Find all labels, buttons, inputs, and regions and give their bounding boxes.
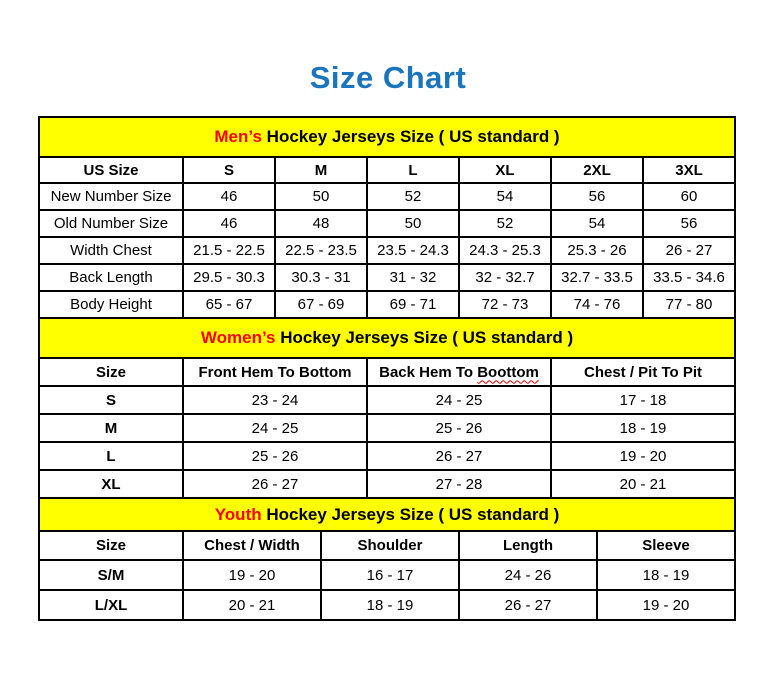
womens-banner xyxy=(39,318,735,358)
size-value: 72 - 73 xyxy=(459,291,551,318)
size-value: 30.3 - 31 xyxy=(275,264,367,291)
row-label: M xyxy=(39,414,183,442)
table-row xyxy=(39,590,735,620)
size-value: 48 xyxy=(275,210,367,237)
size-value: 17 - 18 xyxy=(551,386,735,414)
column-header: 3XL xyxy=(643,157,735,183)
womens-banner-text: Hockey Jerseys Size ( US standard ) xyxy=(280,328,574,347)
size-value: 19 - 20 xyxy=(551,442,735,470)
size-value: 24 - 25 xyxy=(367,386,551,414)
row-label: Width Chest xyxy=(39,237,183,264)
column-header: M xyxy=(275,157,367,183)
table-row xyxy=(39,470,735,498)
row-label: S/M xyxy=(39,560,183,590)
youth-banner-text: Hockey Jerseys Size ( US standard ) xyxy=(266,504,560,524)
size-value: 32 - 32.7 xyxy=(459,264,551,291)
table-row xyxy=(39,560,735,590)
size-value: 16 - 17 xyxy=(321,560,459,590)
column-header: 2XL xyxy=(551,157,643,183)
womens-banner-row xyxy=(39,318,735,358)
size-value: 26 - 27 xyxy=(643,237,735,264)
row-label: Back Length xyxy=(39,264,183,291)
womens-header-row xyxy=(39,358,735,386)
size-value: 18 - 19 xyxy=(597,560,735,590)
size-value: 25.3 - 26 xyxy=(551,237,643,264)
column-header: Sleeve xyxy=(597,531,735,560)
column-header: XL xyxy=(459,157,551,183)
size-value: 67 - 69 xyxy=(275,291,367,318)
size-value: 54 xyxy=(459,183,551,210)
row-label: Body Height xyxy=(39,291,183,318)
row-label: XL xyxy=(39,470,183,498)
size-value: 24.3 - 25.3 xyxy=(459,237,551,264)
row-label: New Number Size xyxy=(39,183,183,210)
size-value: 19 - 20 xyxy=(597,590,735,620)
youth-header-row xyxy=(39,531,735,560)
size-value: 27 - 28 xyxy=(367,470,551,498)
spellcheck-squiggle-word: Boottom xyxy=(477,363,539,381)
table-row xyxy=(39,291,735,318)
womens-size-table xyxy=(38,317,736,499)
page-title: Size Chart xyxy=(309,60,467,95)
size-value: 56 xyxy=(643,210,735,237)
size-value: 22.5 - 23.5 xyxy=(275,237,367,264)
column-header: Size xyxy=(39,358,183,386)
size-value: 74 - 76 xyxy=(551,291,643,318)
table-row xyxy=(39,414,735,442)
row-label: Old Number Size xyxy=(39,210,183,237)
mens-header-row xyxy=(39,157,735,183)
size-value: 18 - 19 xyxy=(551,414,735,442)
size-value: 60 xyxy=(643,183,735,210)
column-header: L xyxy=(367,157,459,183)
table-row xyxy=(39,264,735,291)
size-value: 77 - 80 xyxy=(643,291,735,318)
table-row xyxy=(39,386,735,414)
youth-banner xyxy=(39,498,735,531)
column-header-misspelled xyxy=(367,358,551,386)
youth-banner-highlight: Youth xyxy=(214,504,262,524)
size-value: 29.5 - 30.3 xyxy=(183,264,275,291)
table-row xyxy=(39,442,735,470)
size-value: 26 - 27 xyxy=(459,590,597,620)
size-value: 32.7 - 33.5 xyxy=(551,264,643,291)
row-label: L/XL xyxy=(39,590,183,620)
size-value: 24 - 25 xyxy=(183,414,367,442)
table-row xyxy=(39,237,735,264)
column-header: Shoulder xyxy=(321,531,459,560)
size-value: 25 - 26 xyxy=(183,442,367,470)
size-value: 52 xyxy=(459,210,551,237)
size-value: 54 xyxy=(551,210,643,237)
mens-banner xyxy=(39,117,735,157)
column-header: Chest / Pit To Pit xyxy=(551,358,735,386)
size-value: 23.5 - 24.3 xyxy=(367,237,459,264)
column-header: Front Hem To Bottom xyxy=(183,358,367,386)
size-value: 24 - 26 xyxy=(459,560,597,590)
size-value: 18 - 19 xyxy=(321,590,459,620)
column-header: Chest / Width xyxy=(183,531,321,560)
size-value: 69 - 71 xyxy=(367,291,459,318)
row-label: L xyxy=(39,442,183,470)
column-header: S xyxy=(183,157,275,183)
womens-banner-highlight: Women’s xyxy=(200,328,276,347)
youth-banner-row xyxy=(39,498,735,531)
size-value: 25 - 26 xyxy=(367,414,551,442)
size-value: 26 - 27 xyxy=(183,470,367,498)
size-value: 31 - 32 xyxy=(367,264,459,291)
size-value: 46 xyxy=(183,183,275,210)
size-value: 20 - 21 xyxy=(551,470,735,498)
column-header: Size xyxy=(39,531,183,560)
table-row xyxy=(39,210,735,237)
size-value: 21.5 - 22.5 xyxy=(183,237,275,264)
size-value: 26 - 27 xyxy=(367,442,551,470)
size-value: 33.5 - 34.6 xyxy=(643,264,735,291)
size-value: 56 xyxy=(551,183,643,210)
size-value: 52 xyxy=(367,183,459,210)
youth-size-table xyxy=(38,497,736,621)
column-header: Length xyxy=(459,531,597,560)
mens-banner-highlight: Men’s xyxy=(214,127,262,146)
size-value: 46 xyxy=(183,210,275,237)
column-header: US Size xyxy=(39,157,183,183)
size-value: 50 xyxy=(367,210,459,237)
table-row xyxy=(39,183,735,210)
mens-banner-row xyxy=(39,117,735,157)
size-value: 50 xyxy=(275,183,367,210)
mens-banner-text: Hockey Jerseys Size ( US standard ) xyxy=(266,127,560,146)
size-value: 20 - 21 xyxy=(183,590,321,620)
mens-size-table xyxy=(38,116,736,319)
row-label: S xyxy=(39,386,183,414)
size-value: 19 - 20 xyxy=(183,560,321,590)
size-value: 23 - 24 xyxy=(183,386,367,414)
size-chart-tables xyxy=(38,116,734,621)
size-value: 65 - 67 xyxy=(183,291,275,318)
column-header-text: Back Hem To xyxy=(379,363,478,381)
